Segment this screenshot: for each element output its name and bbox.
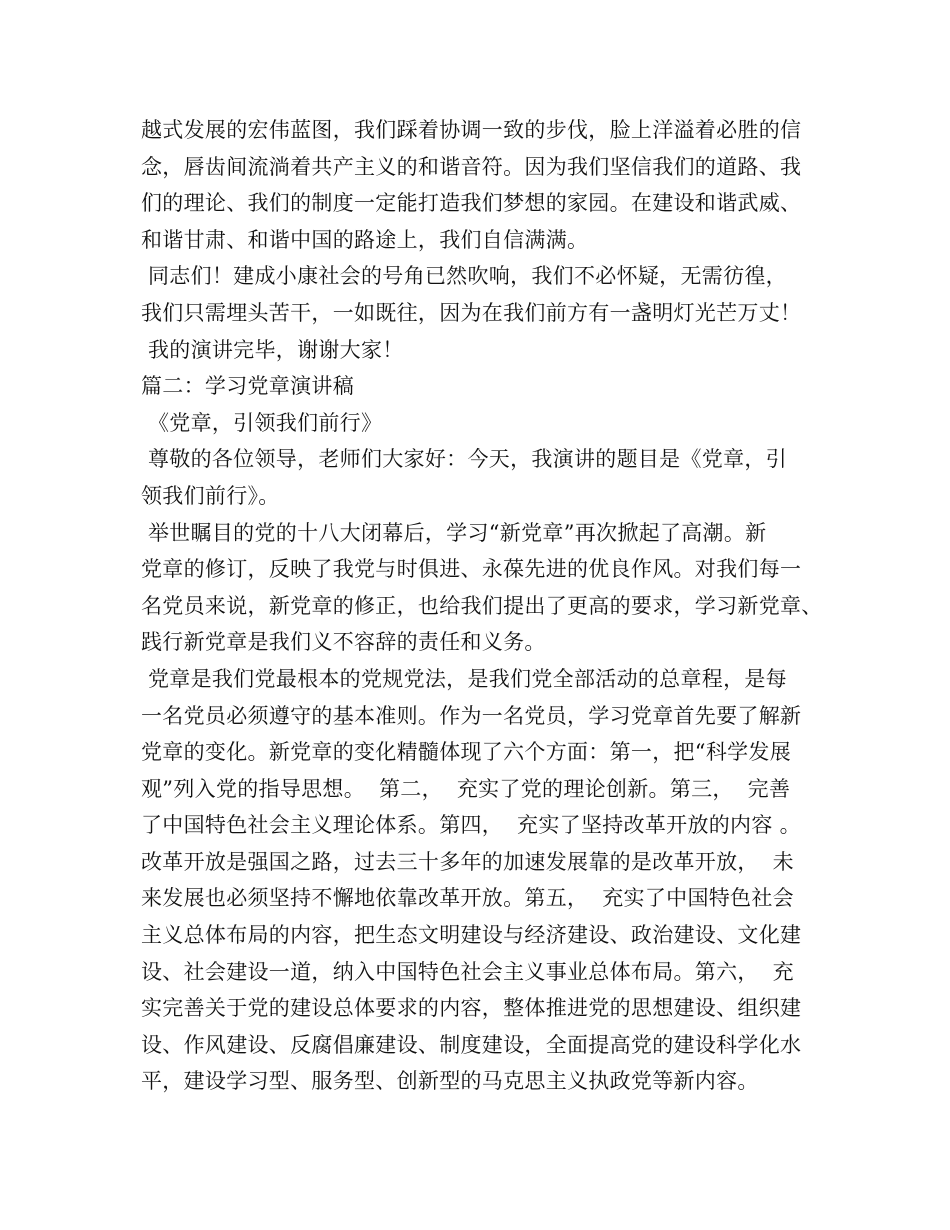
- text-line: 和谐甘肃、和谐中国的路途上，我们自信满满。: [141, 227, 589, 252]
- text-line: 设、社会建设一道，纳入中国特色社会主义事业总体布局。第六， 充: [141, 959, 794, 984]
- text-line: 名党员来说，新党章的修正，也给我们提出了更高的要求，学习新党章、: [141, 593, 823, 618]
- text-line: 党章的修订，反映了我党与时俱进、永葆先进的优良作风。对我们每一: [141, 557, 802, 582]
- text-line: 同志们！建成小康社会的号角已然吹响，我们不必怀疑，无需彷徨，: [141, 264, 787, 289]
- text-line: 设、作风建设、反腐倡廉建设、制度建设，全面提高党的建设科学化水: [141, 1032, 802, 1057]
- text-line: 改革开放是强国之路，过去三十多年的加速发展靠的是改革开放， 未: [141, 849, 794, 874]
- text-line: 我的演讲完毕，谢谢大家！: [141, 337, 404, 362]
- text-line: 平，建设学习型、服务型、创新型的马克思主义执政党等新内容。: [141, 1069, 759, 1094]
- speech-title: 《党章，引领我们前行》: [141, 410, 383, 435]
- section-heading: 篇二：学习党章演讲稿: [141, 374, 354, 399]
- text-line: 实完善关于党的建设总体要求的内容，整体推进党的思想建设、组织建: [141, 996, 802, 1021]
- text-line: 一名党员必须遵守的基本准则。作为一名党员，学习党章首先要了解新: [141, 703, 802, 728]
- text-line: 念，唇齿间流淌着共产主义的和谐音符。因为我们坚信我们的道路、我: [141, 154, 802, 179]
- text-line: 观”列入党的指导思想。 第二， 充实了党的理论创新。第三， 完善: [141, 776, 791, 801]
- text-line: 越式发展的宏伟蓝图，我们踩着协调一致的步伐，脸上洋溢着必胜的信: [141, 118, 802, 142]
- text-line: 尊敬的各位领导，老师们大家好：今天，我演讲的题目是《党章，引: [141, 447, 787, 472]
- text-line: 党章的变化。新党章的变化精髓体现了六个方面：第一，把“科学发展: [141, 740, 792, 765]
- text-line: 践行新党章是我们义不容辞的责任和义务。: [141, 630, 546, 655]
- text-line: 领我们前行》。: [141, 483, 280, 508]
- text-line: 来发展也必须坚持不懈地依靠改革开放。第五， 充实了中国特色社会: [141, 886, 794, 911]
- text-line: 党章是我们党最根本的党规党法，是我们党全部活动的总章程，是每: [141, 666, 787, 691]
- text-line: 们的理论、我们的制度一定能打造我们梦想的家园。在建设和谐武威、: [141, 191, 802, 216]
- text-line: 举世瞩目的党的十八大闭幕后，学习“新党章”再次掀起了高潮。新: [141, 520, 767, 545]
- text-line: 主义总体布局的内容，把生态文明建设与经济建设、政治建设、文化建: [141, 923, 802, 948]
- document-page: [141, 112, 831, 1100]
- text-line: 我们只需埋头苦干，一如既往，因为在我们前方有一盏明灯光芒万丈！: [141, 300, 802, 325]
- text-line: 了中国特色社会主义理论体系。第四， 充实了坚持改革开放的内容 。: [141, 813, 801, 838]
